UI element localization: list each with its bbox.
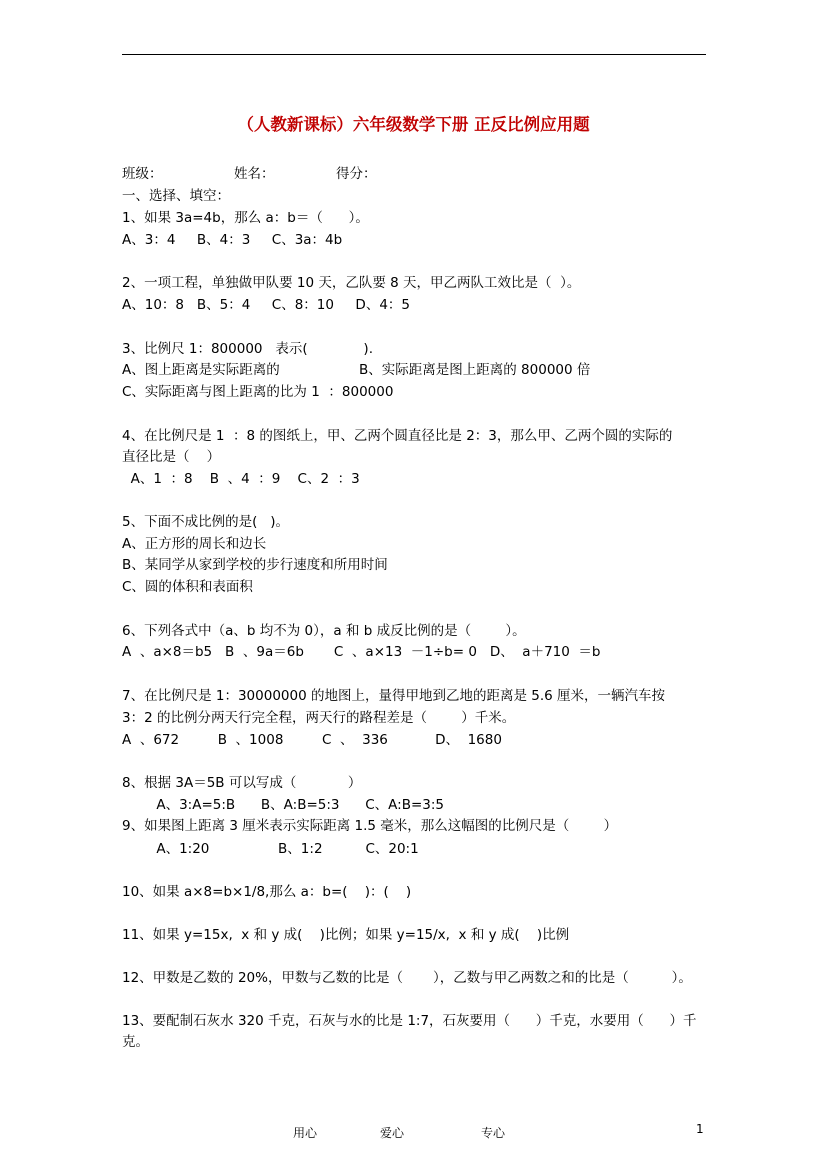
- section-heading: 一、选择、填空：: [122, 188, 230, 204]
- question-6: 6、下列各式中（a、b 均不为 0），a 和 b 成反比例的是（ ）。: [122, 623, 526, 639]
- question-3-option-c: C、实际距离与图上距离的比为 1 ：800000: [122, 384, 394, 400]
- question-1: 1、如果 3a=4b，那么 a：b＝（ ）。: [122, 210, 369, 226]
- page-number: 1: [696, 1122, 704, 1136]
- question-1-options: A、3：4 B、4：3 C、3a：4b: [122, 232, 343, 248]
- question-7-options: A 、672 B 、1008 C 、 336 D、 1680: [122, 732, 502, 748]
- question-2: 2、一项工程，单独做甲队要 10 天，乙队要 8 天，甲乙两队工效比是（ ）。: [122, 275, 581, 291]
- question-5: 5、下面不成比例的是( )。: [122, 514, 289, 530]
- question-10: 10、如果 a×8=b×1/8,那么 a：b=( )：( ): [122, 884, 412, 900]
- question-7: 7、在比例尺是 1：30000000 的地图上，量得甲地到乙地的距离是 5.6 厘米，一辆汽车按: [122, 688, 666, 704]
- page-title: （人教新课标）六年级数学下册 正反比例应用题: [237, 115, 590, 134]
- question-4-cont: 直径比是（ ）: [122, 449, 221, 465]
- question-4: 4、在比例尺是 1 ：8 的图纸上，甲、乙两个圆直径比是 2：3，那么甲、乙两个圆的实际的: [122, 428, 673, 444]
- question-13: 13、要配制石灰水 320 千克，石灰与水的比是 1:7，石灰要用（ ）千克，水要用（ ）千: [122, 1013, 697, 1029]
- question-5-option-b: B、某同学从家到学校的步行速度和所用时间: [122, 557, 388, 573]
- question-11: 11、如果 y=15x, x 和 y 成( )比例；如果 y=15/x, x 和 y 成( )比例: [122, 927, 570, 943]
- question-5-option-a: A、正方形的周长和边长: [122, 536, 267, 552]
- footer-mid: 爱心: [380, 1126, 405, 1140]
- question-8-options: A、3:A=5:B B、A:B=5:3 C、A:B=3:5: [122, 797, 445, 813]
- question-6-options: A 、a×8＝b5 B 、9a＝6b C 、a×13 －1÷b= 0 D、 a＋710 ＝b: [122, 644, 601, 660]
- question-3-option-a: A、图上距离是实际距离的: [122, 362, 280, 378]
- name-label: 姓名：: [234, 166, 275, 182]
- class-label: 班级：: [122, 166, 163, 182]
- footer-left: 用心: [293, 1126, 318, 1140]
- header-rule: [122, 54, 706, 55]
- score-label: 得分：: [336, 166, 377, 182]
- question-5-option-c: C、圆的体积和表面积: [122, 579, 253, 595]
- question-3-option-b: B、实际距离是图上距离的 800000 倍: [359, 362, 591, 378]
- question-7-cont: 3：2 的比例分两天行完全程，两天行的路程差是（ ）千米。: [122, 710, 516, 726]
- question-8: 8、根据 3A＝5B 可以写成（ ）: [122, 775, 362, 791]
- footer-right: 专心: [481, 1126, 506, 1140]
- question-3: 3、比例尺 1：800000 表示( ).: [122, 341, 373, 357]
- question-9: 9、如果图上距离 3 厘米表示实际距离 1.5 毫米，那么这幅图的比例尺是（ ）: [122, 818, 618, 834]
- question-9-options: A、1:20 B、1:2 C、20:1: [122, 841, 419, 857]
- question-12: 12、甲数是乙数的 20%，甲数与乙数的比是（ ），乙数与甲乙两数之和的比是（ ）。: [122, 970, 692, 986]
- question-4-options: A、1 ：8 B 、4 ：9 C、2 ：3: [122, 471, 360, 487]
- question-13-cont: 克。: [122, 1034, 149, 1050]
- question-2-options: A、10：8 B、5：4 C、8：10 D、4：5: [122, 297, 410, 313]
